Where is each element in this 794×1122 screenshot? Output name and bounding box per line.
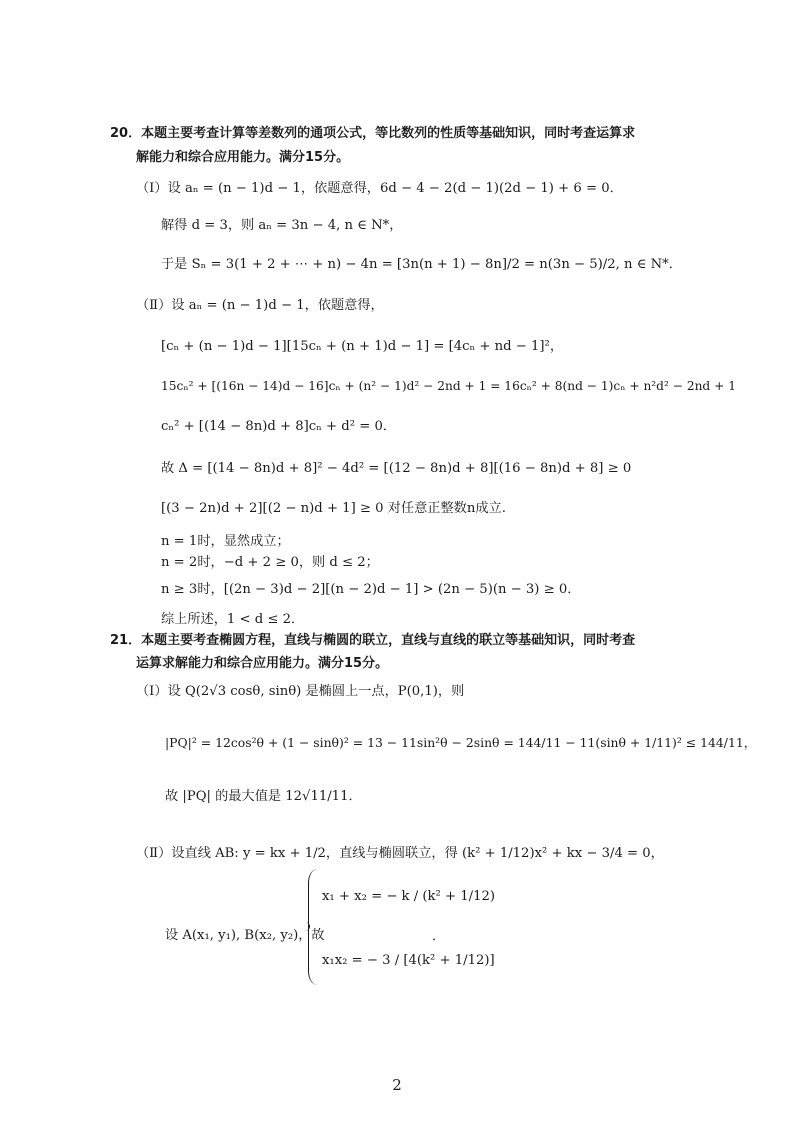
q20-part2-line-1: （Ⅱ）设 aₙ = (n − 1)d − 1，依题意得， bbox=[136, 298, 384, 313]
q21-heading-line-2: 运算求解能力和综合应用能力。满分15分。 bbox=[136, 656, 389, 671]
q20-part2-line-6: [(3 − 2n)d + 2][(2 − n)d + 1] ≥ 0 对任意正整数n成立. bbox=[161, 501, 506, 516]
q20-part2-line-7: n = 1时，显然成立； bbox=[161, 534, 290, 549]
q20-part2-line-8: n = 2时，−d + 2 ≥ 0，则 d ≤ 2； bbox=[161, 555, 379, 570]
system-equation-2: x₁x₂ = − 3 / [4(k² + 1/12)] bbox=[322, 953, 495, 968]
q20-part2-line-3: 15cₙ² + [(16n − 14)d − 16]cₙ + (n² − 1)d² − 2nd + 1 = 16cₙ² + 8(nd − 1)cₙ + n²d² − 2nd + 1 bbox=[161, 379, 736, 393]
system-equation-1: x₁ + x₂ = − k / (k² + 1/12) bbox=[322, 889, 495, 904]
q20-part2-line-5: 故 Δ = [(14 − 8n)d + 8]² − 4d² = [(12 − 8n)d + 8][(16 − 8n)d + 8] ≥ 0 bbox=[161, 461, 632, 476]
q20-heading-line-1: 20．本题主要考查计算等差数列的通项公式，等比数列的性质等基础知识，同时考查运算求 bbox=[110, 126, 636, 141]
system-end-period: ． bbox=[432, 929, 446, 944]
q21-part2-line-2: 设 A(x₁, y₁), B(x₂, y₂)，故 bbox=[165, 928, 325, 943]
q20-heading-line-2: 解能力和综合应用能力。满分15分。 bbox=[136, 150, 350, 165]
q20-part2-line-2: [cₙ + (n − 1)d − 1][15cₙ + (n + 1)d − 1] = [4cₙ + nd − 1]²， bbox=[161, 339, 564, 354]
q20-part1-line-2: 解得 d = 3，则 aₙ = 3n − 4, n ∈ N*， bbox=[161, 218, 403, 233]
q20-part2-line-4: cₙ² + [(14 − 8n)d + 8]cₙ + d² = 0． bbox=[161, 419, 397, 434]
q20-part2-line-10: 综上所述，1 < d ≤ 2． bbox=[161, 612, 305, 627]
q21-part1-line-1: （Ⅰ）设 Q(2√3 cosθ, sinθ) 是椭圆上一点，P(0,1)，则 bbox=[136, 684, 465, 699]
q20-part2-line-9: n ≥ 3时，[(2n − 3)d − 2][(n − 2)d − 1] > (2n − 5)(n − 3) ≥ 0． bbox=[161, 582, 581, 597]
q20-part1-line-3: 于是 Sₙ = 3(1 + 2 + ⋯ + n) − 4n = [3n(n + 1) − 8n]/2 = n(3n − 5)/2, n ∈ N*． bbox=[161, 257, 682, 272]
page-number: 2 bbox=[392, 1076, 402, 1094]
q20-part1-line-1: （Ⅰ）设 aₙ = (n − 1)d − 1，依题意得，6d − 4 − 2(d − 1)(2d − 1) + 6 = 0． bbox=[136, 181, 623, 196]
q21-part2-line-1: （Ⅱ）设直线 AB: y = kx + 1/2，直线与椭圆联立，得 (k² + 1/12)x² + kx − 3/4 = 0， bbox=[136, 846, 664, 861]
q21-heading-line-1: 21．本题主要考查椭圆方程，直线与椭圆的联立，直线与直线的联立等基础知识，同时考查 bbox=[110, 633, 636, 648]
q21-part1-line-3: 故 |PQ| 的最大值是 12√11/11． bbox=[165, 789, 362, 804]
q21-part1-line-2: |PQ|² = 12cos²θ + (1 − sinθ)² = 13 − 11sin²θ − 2sinθ = 144/11 − 11(sinθ + 1/11)² ≤ 144/11， bbox=[165, 735, 757, 750]
